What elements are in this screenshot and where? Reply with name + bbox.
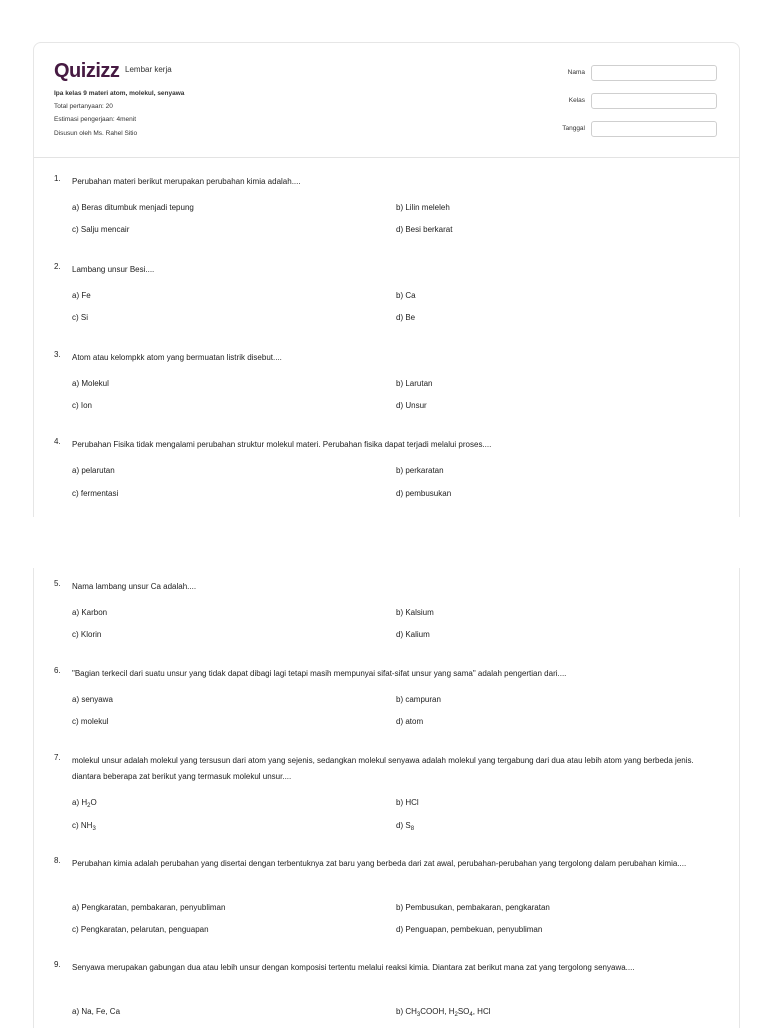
question-text: Perubahan Fisika tidak mengalami perubahan struktur molekul materi. Perubahan fisika dapat terjadi melalui proses.... [72, 440, 492, 449]
question-number: 1. [54, 174, 61, 183]
option-c[interactable]: c) $NH_3$ [72, 821, 96, 832]
name-field[interactable] [591, 65, 717, 81]
worksheet-header [34, 43, 739, 158]
option-a[interactable]: a) pelarutan [72, 466, 115, 475]
question-text: Perubahan materi berikut merupakan perubahan kimia adalah.... [72, 177, 301, 186]
option-b[interactable]: b) perkaratan [396, 466, 444, 475]
option-c[interactable]: c) molekul [72, 717, 109, 726]
option-c[interactable]: c) Si [72, 313, 88, 322]
question-number: 3. [54, 350, 61, 359]
class-field[interactable] [591, 93, 717, 109]
option-a[interactable]: a) Karbon [72, 608, 108, 617]
question-number: 5. [54, 579, 61, 588]
quiz-title: Ipa kelas 9 materi atom, molekul, senyawa [54, 90, 185, 97]
option-d[interactable]: d) Unsur [396, 401, 427, 410]
question-text: "Bagian terkecil dari suatu unsur yang tidak dapat dibagi lagi tetapi masih mempunyai sifat-sifat unsur yang sama" adalah pengertian dari.... [72, 669, 567, 678]
option-d[interactable]: d) Penguapan, pembekuan, penyubliman [396, 925, 543, 934]
quizizz-logo: Quizizz [54, 60, 120, 82]
option-b[interactable]: b) Lilin meleleh [396, 203, 450, 212]
option-d[interactable]: d) pembusukan [396, 489, 452, 498]
name-label: Nama [567, 69, 585, 76]
question-text: Lambang unsur Besi.... [72, 265, 155, 274]
option-d[interactable]: d) $S_8$ [396, 821, 415, 832]
option-d[interactable]: d) atom [396, 717, 424, 726]
author: Disusun oleh Ms. Rahel Sitio [54, 130, 138, 137]
option-c[interactable]: c) fermentasi [72, 489, 119, 498]
question-number: 8. [54, 856, 61, 865]
date-label: Tanggal [562, 125, 585, 132]
option-c[interactable]: c) Klorin [72, 630, 102, 639]
option-b[interactable]: b) Kalsium [396, 608, 434, 617]
question-number: 9. [54, 960, 61, 969]
question-text: Perubahan kimia adalah perubahan yang disertai dengan terbentuknya zat baru yang berbeda dari zat awal, perubahan-perubahan yang tergolong dalam perubahan kimia.... [72, 859, 687, 868]
estimated-time: Estimasi pengerjaan: 4menit [54, 116, 137, 123]
worksheet-subtitle: Lembar kerja [125, 65, 172, 74]
option-c[interactable]: c) Salju mencair [72, 225, 130, 234]
option-b[interactable]: b) Pembusukan, pembakaran, pengkaratan [396, 903, 550, 912]
option-b[interactable]: b) Larutan [396, 379, 433, 388]
option-c[interactable]: c) Ion [72, 401, 93, 410]
option-a[interactable]: a) Beras ditumbuk menjadi tepung [72, 203, 194, 212]
question-number: 7. [54, 753, 61, 762]
option-b[interactable]: b) Ca [396, 291, 416, 300]
question-text: Nama lambang unsur Ca adalah.... [72, 582, 197, 591]
option-a[interactable]: a) $H_2O$ [72, 798, 97, 809]
question-number: 2. [54, 262, 61, 271]
option-b[interactable]: b) $CH_3COOH$, $H_2SO_4$, HCl [396, 1007, 491, 1018]
question-number: 6. [54, 666, 61, 675]
question-text: molekul unsur adalah molekul yang tersusun dari atom yang sejenis, sedangkan molekul senyawa adalah molekul yang tergabung dari dua atau lebih atom yang berbeda jenis. diantara beberapa zat berikut yang termasuk molekul unsur.... [72, 756, 694, 781]
total-questions: Total pertanyaan: 20 [54, 103, 113, 110]
option-d[interactable]: d) Besi berkarat [396, 225, 453, 234]
question-text: Senyawa merupakan gabungan dua atau lebih unsur dengan komposisi tertentu melalui reaksi kimia. Diantara zat berikut mana zat yang tergolong senyawa.... [72, 963, 635, 972]
option-d[interactable]: d) Kalium [396, 630, 430, 639]
date-field[interactable] [591, 121, 717, 137]
option-b[interactable]: b) HCl [396, 798, 419, 807]
option-c[interactable]: c) Pengkaratan, pelarutan, penguapan [72, 925, 209, 934]
worksheet-page-1 [33, 42, 740, 517]
option-b[interactable]: b) campuran [396, 695, 441, 704]
option-a[interactable]: a) senyawa [72, 695, 113, 704]
option-a[interactable]: a) Pengkaratan, pembakaran, penyubliman [72, 903, 226, 912]
worksheet-page-2 [33, 568, 740, 1028]
question-text: Atom atau kelompkk atom yang bermuatan listrik disebut.... [72, 353, 282, 362]
class-label: Kelas [568, 97, 585, 104]
option-a[interactable]: a) Molekul [72, 379, 109, 388]
question-number: 4. [54, 437, 61, 446]
option-a[interactable]: a) Fe [72, 291, 91, 300]
option-a[interactable]: a) Na, Fe, Ca [72, 1007, 121, 1016]
option-d[interactable]: d) Be [396, 313, 416, 322]
